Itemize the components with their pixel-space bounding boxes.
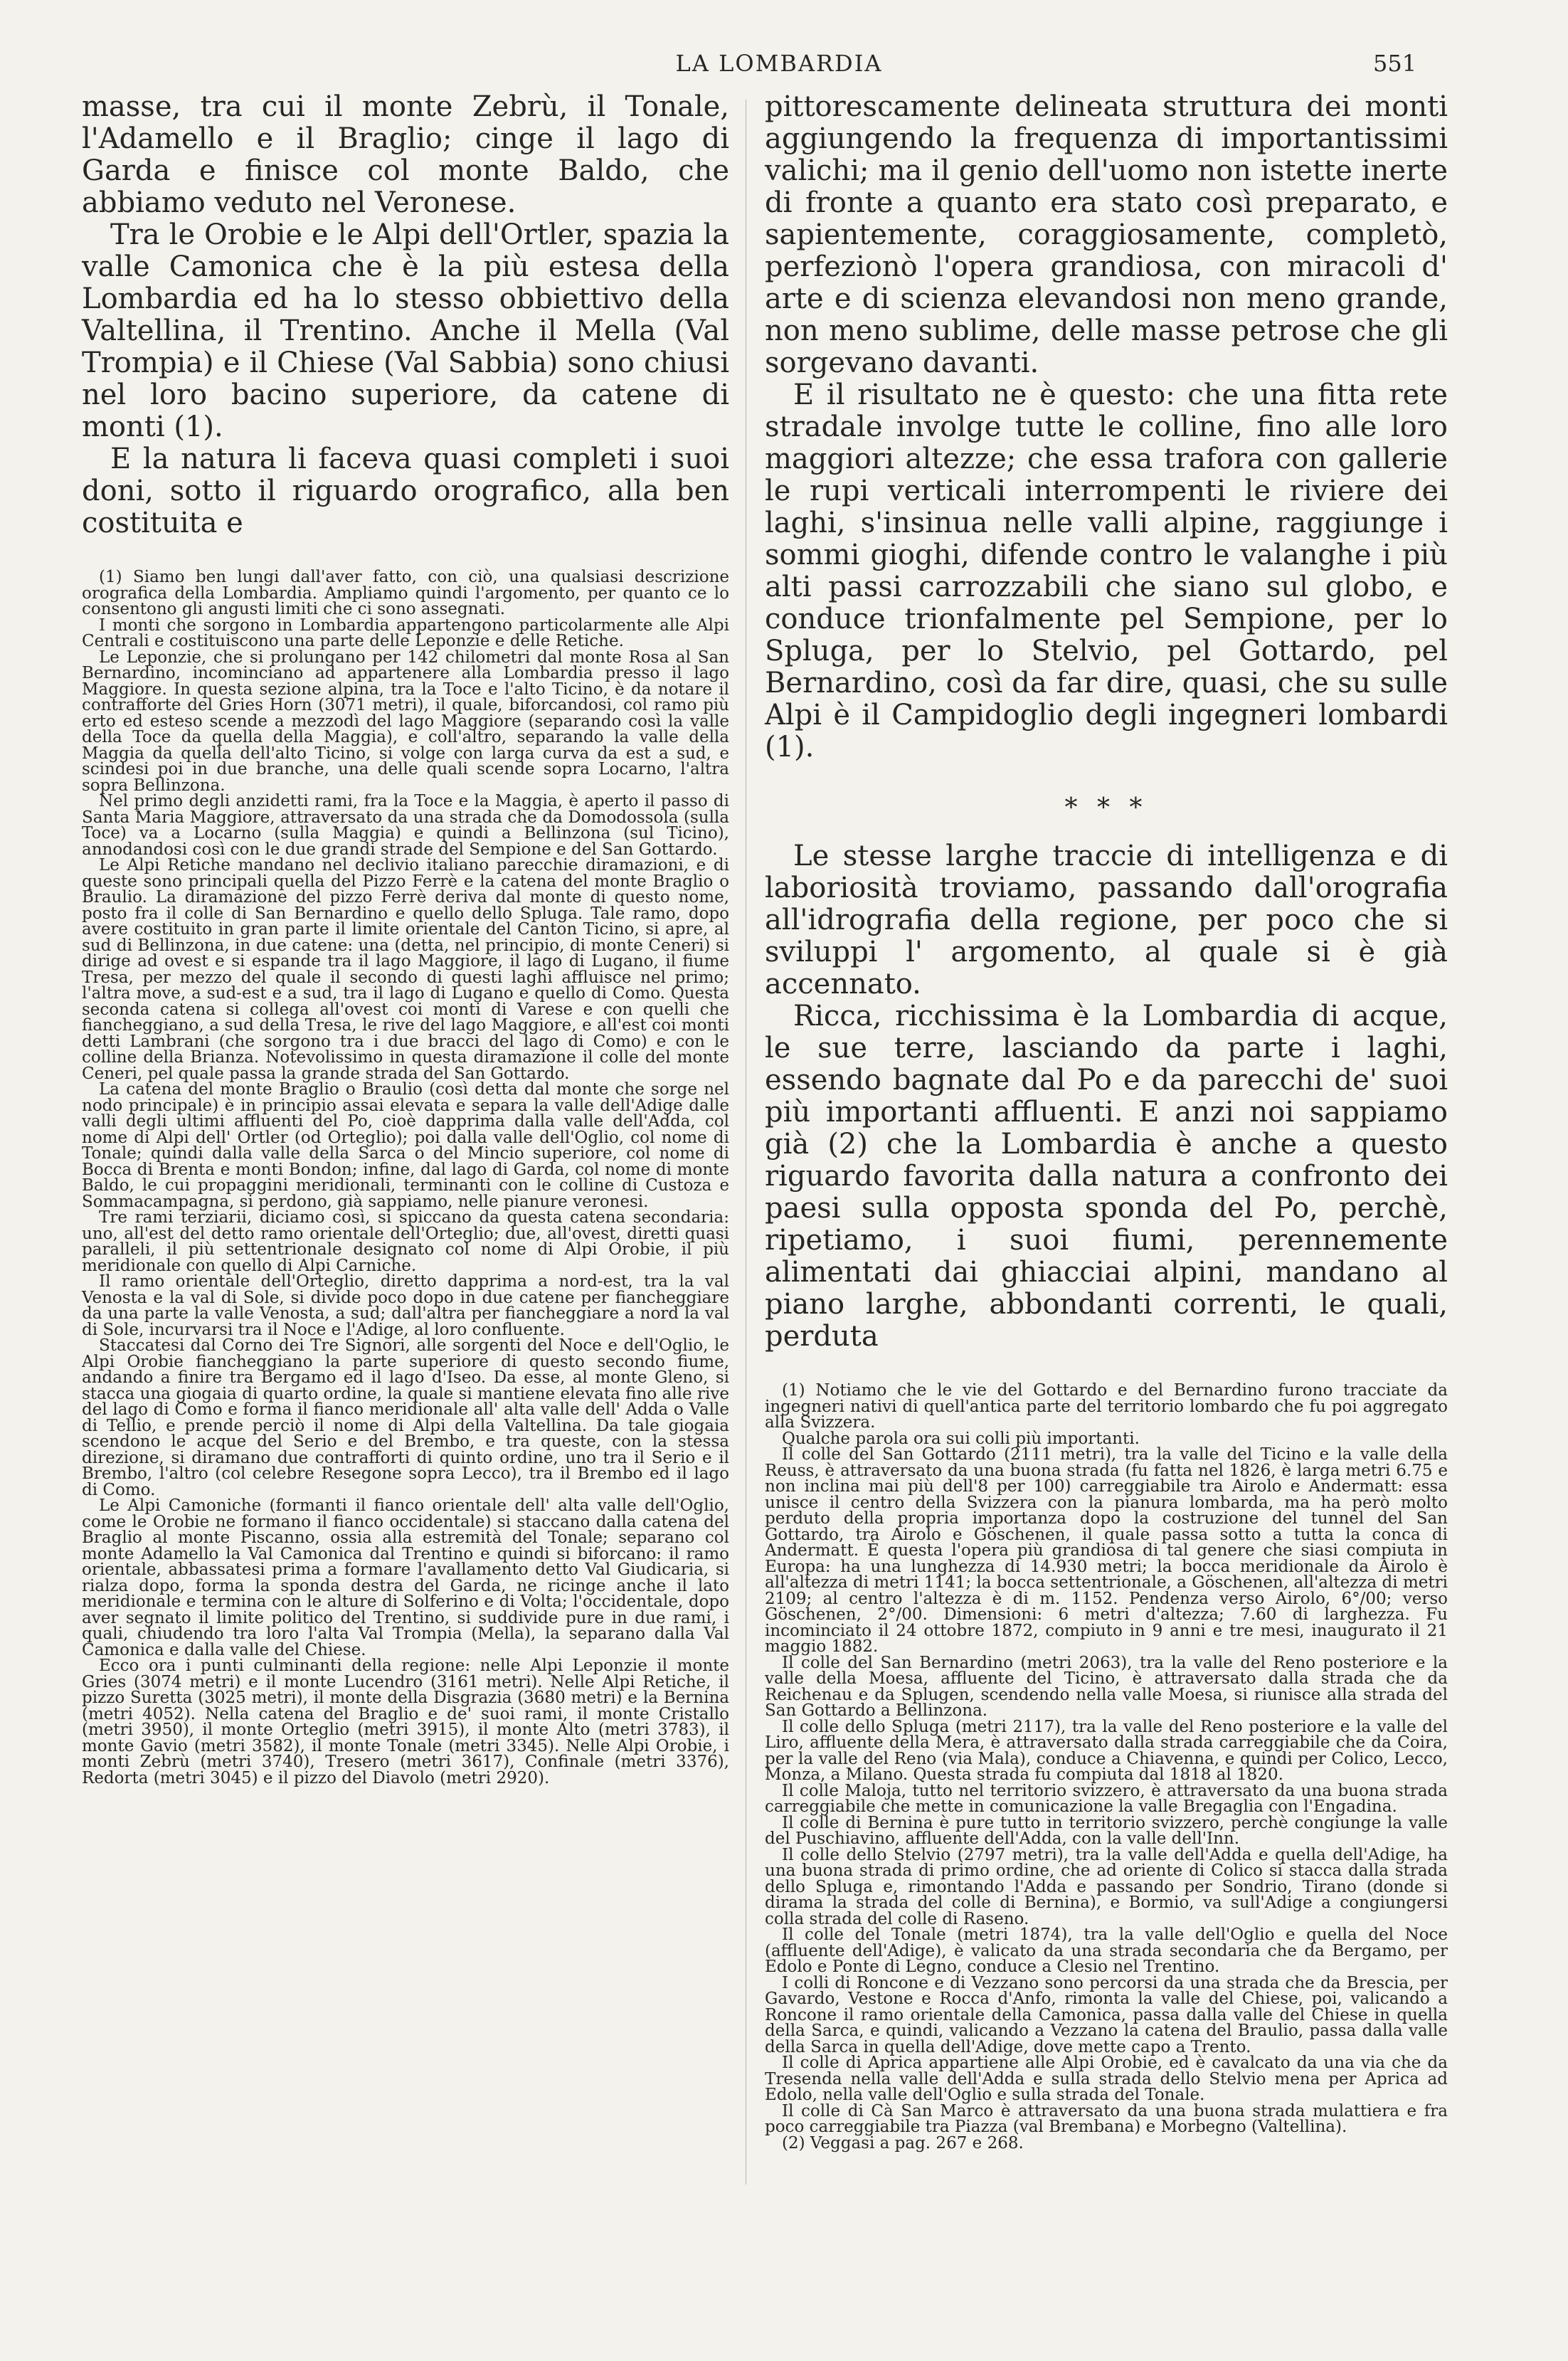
right-column <box>765 91 1448 2151</box>
footnote-paragraph: Il colle del Tonale (metri 1874), tra la valle dell'Oglio e quella del Noce (affluente dell'Adige), è valicato da una strada secondaria che da Bergamo, per Edolo e Ponte di Legno, conduce a Clesio nel Trentino. <box>765 1926 1448 1976</box>
footnote-paragraph: Le Leponzie, che si prolungano per 142 chilometri dal monte Rosa al San Bernardino, incominciano ad appartenere alla Lombardia presso il lago Maggiore. In questa sezione alpina, tra la Toce e l'alto Ticino, è da notare il contrafforte del Gries Horn (3071 metri), il quale, biforcandosi, col ramo più erto ed esteso scende a mezzodì del lago Maggiore (separando così la valle della Toce da quella della Maggia), e coll'altro, separando la valle della Maggia da quella dell'alto Ticino, si volge con larga curva da est a sud, e scindesi poi in due branche, una delle quali scende sopra Locarno, l'altra sopra Bellinzona. <box>82 648 729 795</box>
footnote-paragraph: La catena del monte Braglio o Braulio (così detta dal monte che sorge nel nodo principale) è in principio assai elevata e separa la valle dell'Adige dalle valli degli ultimi affluenti del Po, cioè dapprima dalla valle dell'Adda, col nome di Alpi dell' Ortler (od Orteglio); poi dalla valle dell'Oglio, col nome di Tonale; quindi dalla valle della Sarca o del Mincio superiore, col nome di Bocca di Brenta e monti Bondon; infine, dal lago di Garda, col nome di monte Baldo, le cui propaggini meridionali, terminanti con le colline di Custoza e Sommacampagna, si perdono, già sappiamo, nelle pianure veronesi. <box>82 1080 729 1211</box>
footnote-paragraph: (1) Siamo ben lungi dall'aver fatto, con ciò, una qualsiasi descrizione orografica della Lombardia. Ampliamo quindi l'argomento, per quanto ce lo consentono gli angusti limiti che ci sono assegnati. <box>82 568 729 618</box>
footnote-paragraph: I monti che sorgono in Lombardia appartengono particolarmente alle Alpi Centrali e costituiscono una parte delle Leponzie e delle Retiche. <box>82 616 729 650</box>
left-paragraph-3: E la natura li faceva quasi completi i suoi doni, sotto il riguardo orografico, alla ben costituita e <box>82 443 729 539</box>
section-break-asterisks: * * * <box>1064 793 1148 823</box>
footnote-paragraph: Il colle di Aprica appartiene alle Alpi Orobie, ed è cavalcato da una via che da Tresenda nella valle dell'Adda e sulla strada dello Stelvio mena per Aprica ad Edolo, nella valle dell'Oglio e sulla strada del Tonale. <box>765 2054 1448 2104</box>
footnote-paragraph: Il colle del San Gottardo (2111 metri), tra la valle del Ticino e la valle della Reuss, è attraversato da una buona strada (fu fatta nel 1826, è larga metri 6.75 e non inclina mai più dell'8 per 100) carreggiabile tra Airolo e Andermatt: essa unisce il centro della Svizzera con la pianura lombarda, ma ha però molto perduto della propria importanza dopo la costruzione del tunnel del San Gottardo, tra Airolo e Göschenen, il quale passa sotto a tutta la conca di Andermatt. È questa l'opera più grandiosa di tal genere che siasi compiuta in Europa: ha una lunghezza di 14.930 metri; la bocca meridionale da Airolo è all'altezza di metri 1141; la bocca settentrionale, a Göschenen, all'altezza di metri 2109; al centro l'altezza è di m. 1152. Pendenza verso Airolo, 6°/00; verso Göschenen, 2°/00. Dimensioni: 6 metri d'altezza; 7.60 di larghezza. Fu incominciato il 24 ottobre 1872, compiuto in 9 anni e tre mesi, inaugurato il 21 maggio 1882. <box>765 1445 1448 1656</box>
right-footnote <box>765 1383 1448 2151</box>
left-footnote <box>82 569 729 1786</box>
left-paragraph-2: Tra le Orobie e le Alpi dell'Ortler, spazia la valle Camonica che è la più estesa della Lombardia ed ha lo stesso obbiettivo della Valtellina, il Trentino. Anche il Mella (Val Trompia) e il Chiese (Val Sabbia) sono chiusi nel loro bacino superiore, da catene di monti (1). <box>82 218 729 443</box>
footnote-paragraph: Ecco ora i punti culminanti della regione: nelle Alpi Leponzie il monte Gries (3074 metri) e il monte Lucendro (3161 metri). Nelle Alpi Retiche, il pizzo Suretta (3025 metri), il monte della Disgrazia (3680 metri) e la Bernina (metri 4052). Nella catena del Braglio e de' suoi rami, il monte Cristallo (metri 3950), il monte Orteglio (metri 3915), il monte Alto (metri 3783), il monte Gavio (metri 3582), il monte Tonale (metri 3345). Nelle Alpi Orobie, i monti Zebrù (metri 3740), Tresero (metri 3617), Confinale (metri 3376), Redorta (metri 3045) e il pizzo del Diavolo (metri 2920). <box>82 1657 729 1787</box>
right-paragraph-3: Le stesse larghe traccie di intelligenza e di laboriosità troviamo, passando dall'orografia all'idrografia della regione, per poco che si sviluppi l' argomento, al quale si è già accennato. <box>765 840 1448 1000</box>
footnote-paragraph: (2) Veggasi a pag. 267 e 268. <box>782 2133 1024 2153</box>
footnote-paragraph: Il colle dello Stelvio (2797 metri), tra la valle dell'Adda e quella dell'Adige, ha una buona strada di primo ordine, che ad oriente di Colico si stacca dalla strada dello Spluga e, rimontando l'Adda e passando per Sondrio, Tirano (donde si dirama la strada del colle di Bernina), e Bormio, va sull'Adige a congiungersi colla strada del colle di Raseno. <box>765 1845 1448 1928</box>
footnote-paragraph: Qualche parola ora sui colli più importanti. <box>782 1429 1140 1448</box>
footnote-paragraph: Staccatesi dal Corno dei Tre Signori, alle sorgenti del Noce e dell'Oglio, le Alpi Orobie fiancheggiano la parte superiore di questo secondo fiume, andando a finire tra Bergamo ed il lago d'Iseo. Da esse, al monte Gleno, si stacca una giogaia di quarto ordine, la quale si mantiene elevata fino alle rive del lago di Como e forma il fianco meridionale all' alta valle dell' Adda o Valle di Tellio, e prende perciò il nome di Alpi della Valtellina. Da tale giogaia scendono le acque del Serio e del Brembo, e tra queste, con la stessa direzione, si diramano due contrafforti di quinto ordine, uno tra il Serio e il Brembo, l'altro (col celebre Resegone sopra Lecco), tra il Brembo ed il lago di Como. <box>82 1336 729 1499</box>
footnote-paragraph: Le Alpi Retiche mandano nel declivio italiano parecchie diramazioni, e di queste sono principali quella del Pizzo Ferrè e la catena del monte Braglio o Braulio. La diramazione del pizzo Ferrè deriva dal monte di questo nome, posto fra il colle di San Bernardino e quello dello Spluga. Tale ramo, dopo avere costituito in gran parte il limite orientale del Canton Ticino, si apre, al sud di Bellinzona, in due catene: una (detta, nel principio, di monte Ceneri) si dirige ad ovest e si espande tra il lago Maggiore, il lago di Lugano, il fiume Tresa, per mezzo del quale il secondo di questi laghi affluisce nel primo; l'altra move, a sud-est e a sud, tra il lago di Lugano e quello di Como. Questa seconda catena si collega all'ovest coi monti di Varese e con quelli che fiancheggiano, a sud della Tresa, le rive del lago Maggiore, e all'est coi monti detti Lambrani (che sorgono tra i due bracci del lago di Como) e con le colline della Brianza. Notevolissimo in questa diramazione il colle del monte Ceneri, pel quale passa la grande strada del San Gottardo. <box>82 856 729 1083</box>
footnote-paragraph: Il colle del San Bernardino (metri 2063), tra la valle del Reno posteriore e la valle della Moesa, affluente del Ticino, è attraversato dalla strada che da Reichenau e da Splugen, scendendo nella valle Moesa, si riunisce alla strada del San Gottardo a Bellinzona. <box>765 1653 1448 1720</box>
footnote-paragraph: Nel primo degli anzidetti rami, fra la Toce e la Maggia, è aperto il passo di Santa Maria Maggiore, attraversato da una strada che da Domodossola (sulla Toce) va a Locarno (sulla Maggia) e quindi a Bellinzona (sul Ticino), annodandosi così con le due grandi strade del Sempione e del San Gottardo. <box>82 792 729 859</box>
right-paragraph-4: Ricca, ricchissima è la Lombardia di acque, le sue terre, lasciando da parte i laghi, essendo bagnate dal Po e da parecchi de' suoi più importanti affluenti. E anzi noi sappiamo già (2) che la Lombardia è anche a questo riguardo favorita dalla natura a confronto dei paesi sulla opposta sponda del Po, perchè, ripetiamo, i suoi fiumi, perennemente alimentati dai ghiacciai alpini, mandano al piano larghe, abbondanti correnti, le quali, perduta <box>765 1000 1448 1353</box>
footnote-paragraph: Il colle di Cà San Marco è attraversato da una buona strada mulattiera e fra poco carreggiabile tra Piazza (val Brembana) e Morbegno (Valtellina). <box>765 2101 1448 2136</box>
left-main-text <box>82 91 729 539</box>
running-title: LA LOMBARDIA <box>675 50 883 77</box>
page-number: 551 <box>1373 50 1417 77</box>
footnote-paragraph: I colli di Roncone e di Vezzano sono percorsi da una strada che da Brescia, per Gavardo, Vestone e Rocca d'Anfo, rimonta la valle del Chiese, poi, valicando a Roncone il ramo orientale della Camonica, passa dalla valle del Chiese in quella della Sarca, e quindi, valicando a Vezzano la catena del Braulio, passa dalla valle della Sarca in quella dell'Adige, dove mette capo a Trento. <box>765 1973 1448 2056</box>
footnote-paragraph: Il colle di Bernina è pure tutto in territorio svizzero, perchè congiunge la valle del Puschiavino, affluente dell'Adda, con la valle dell'Inn. <box>765 1813 1448 1848</box>
footnote-paragraph: Le Alpi Camoniche (formanti il fianco orientale dell' alta valle dell'Oglio, come le Orobie ne formano il fianco occidentale) si staccano dalla catena del Braglio al monte Piscanno, ossia alla estremità del Tonale; separano col monte Adamello la Val Camonica dal Trentino e quindi si biforcano: il ramo orientale, abbassatesi prima a formare l'avallamento detto Val Giudicaria, si rialza dopo, forma la sponda destra del Garda, ne ricinge anche il lato meridionale e termina con le alture di Solferino e di Volta; l'occidentale, dopo aver segnato il limite politico del Trentino, si suddivide pure in due rami, i quali, chiudendo tra loro l'alta Val Trompia (Mella), la separano dalla Val Camonica e dalla valle del Chiese. <box>82 1496 729 1659</box>
footnote-paragraph: Il colle Maloja, tutto nel territorio svizzero, è attraversato da una buona strada carreggiabile che mette in comunicazione la valle Bregaglia con l'Engadina. <box>765 1781 1448 1816</box>
right-main-text-top <box>765 91 1448 764</box>
footnote-paragraph: (1) Notiamo che le vie del Gottardo e del Bernardino furono tracciate da ingegneri nativi di quell'antica parte del territorio lombardo che fu poi aggregato alla Svizzera. <box>765 1381 1448 1432</box>
left-column <box>82 91 729 1786</box>
left-paragraph-1: masse, tra cui il monte Zebrù, il Tonale, l'Adamello e il Braglio; cinge il lago di Garda e finisce col monte Baldo, che abbiamo veduto nel Veronese. <box>82 90 729 219</box>
footnote-paragraph: Il ramo orientale dell'Orteglio, diretto dapprima a nord-est, tra la val Venosta e la val di Sole, si divide poco dopo in due catene per fiancheggiare da una parte la valle Venosta, a sud; dall'altra per fiancheggiare a nord la val di Sole, incurvarsi tra il Noce e l'Adige, al loro confluente. <box>82 1272 729 1339</box>
page-header <box>0 43 1568 85</box>
right-main-text-bottom <box>765 840 1448 1353</box>
footnote-paragraph: Tre rami terziarii, diciamo così, si spiccano da questa catena secondaria: uno, all'est del detto ramo orientale dell'Orteglio; due, all'ovest, diretti quasi paralleli, il più settentrionale designato col nome di Alpi Orobie, il più meridionale con quello di Alpi Carniche. <box>82 1208 729 1275</box>
right-paragraph-1: pittorescamente delineata struttura dei monti aggiungendo la frequenza di importantissimi valichi; ma il genio dell'uomo non istette inerte di fronte a quanto era stato così preparato, e sapientemente, coraggiosamente, completò, perfezionò l'opera grandiosa, con miracoli d' arte e di scienza elevandosi non meno grande, non meno sublime, delle masse petrose che gli sorgevano davanti. <box>765 90 1448 379</box>
footnote-paragraph: Il colle dello Spluga (metri 2117), tra la valle del Reno posteriore e la valle del Liro, affluente della Mera, è attraversato dalla strada carreggiabile che da Coira, per la valle del Reno (via Mala), conduce a Chiavenna, e quindi per Colico, Lecco, Monza, a Milano. Questa strada fu compiuta dal 1818 al 1820. <box>765 1717 1448 1784</box>
right-paragraph-2: E il risultato ne è questo: che una fitta rete stradale involge tutte le colline, fino alle loro maggiori altezze; che essa trafora con gallerie le rupi verticali interrompenti le riviere dei laghi, s'insinua nelle valli alpine, raggiunge i sommi gioghi, difende contro le valanghe i più alti passi carrozzabili che siano sul globo, e conduce trionfalmente pel Sempione, per lo Spluga, per lo Stelvio, pel Gottardo, pel Bernardino, così da far dire, quasi, che su sulle Alpi è il Campidoglio degli ingegneri lombardi (1). <box>765 379 1448 764</box>
